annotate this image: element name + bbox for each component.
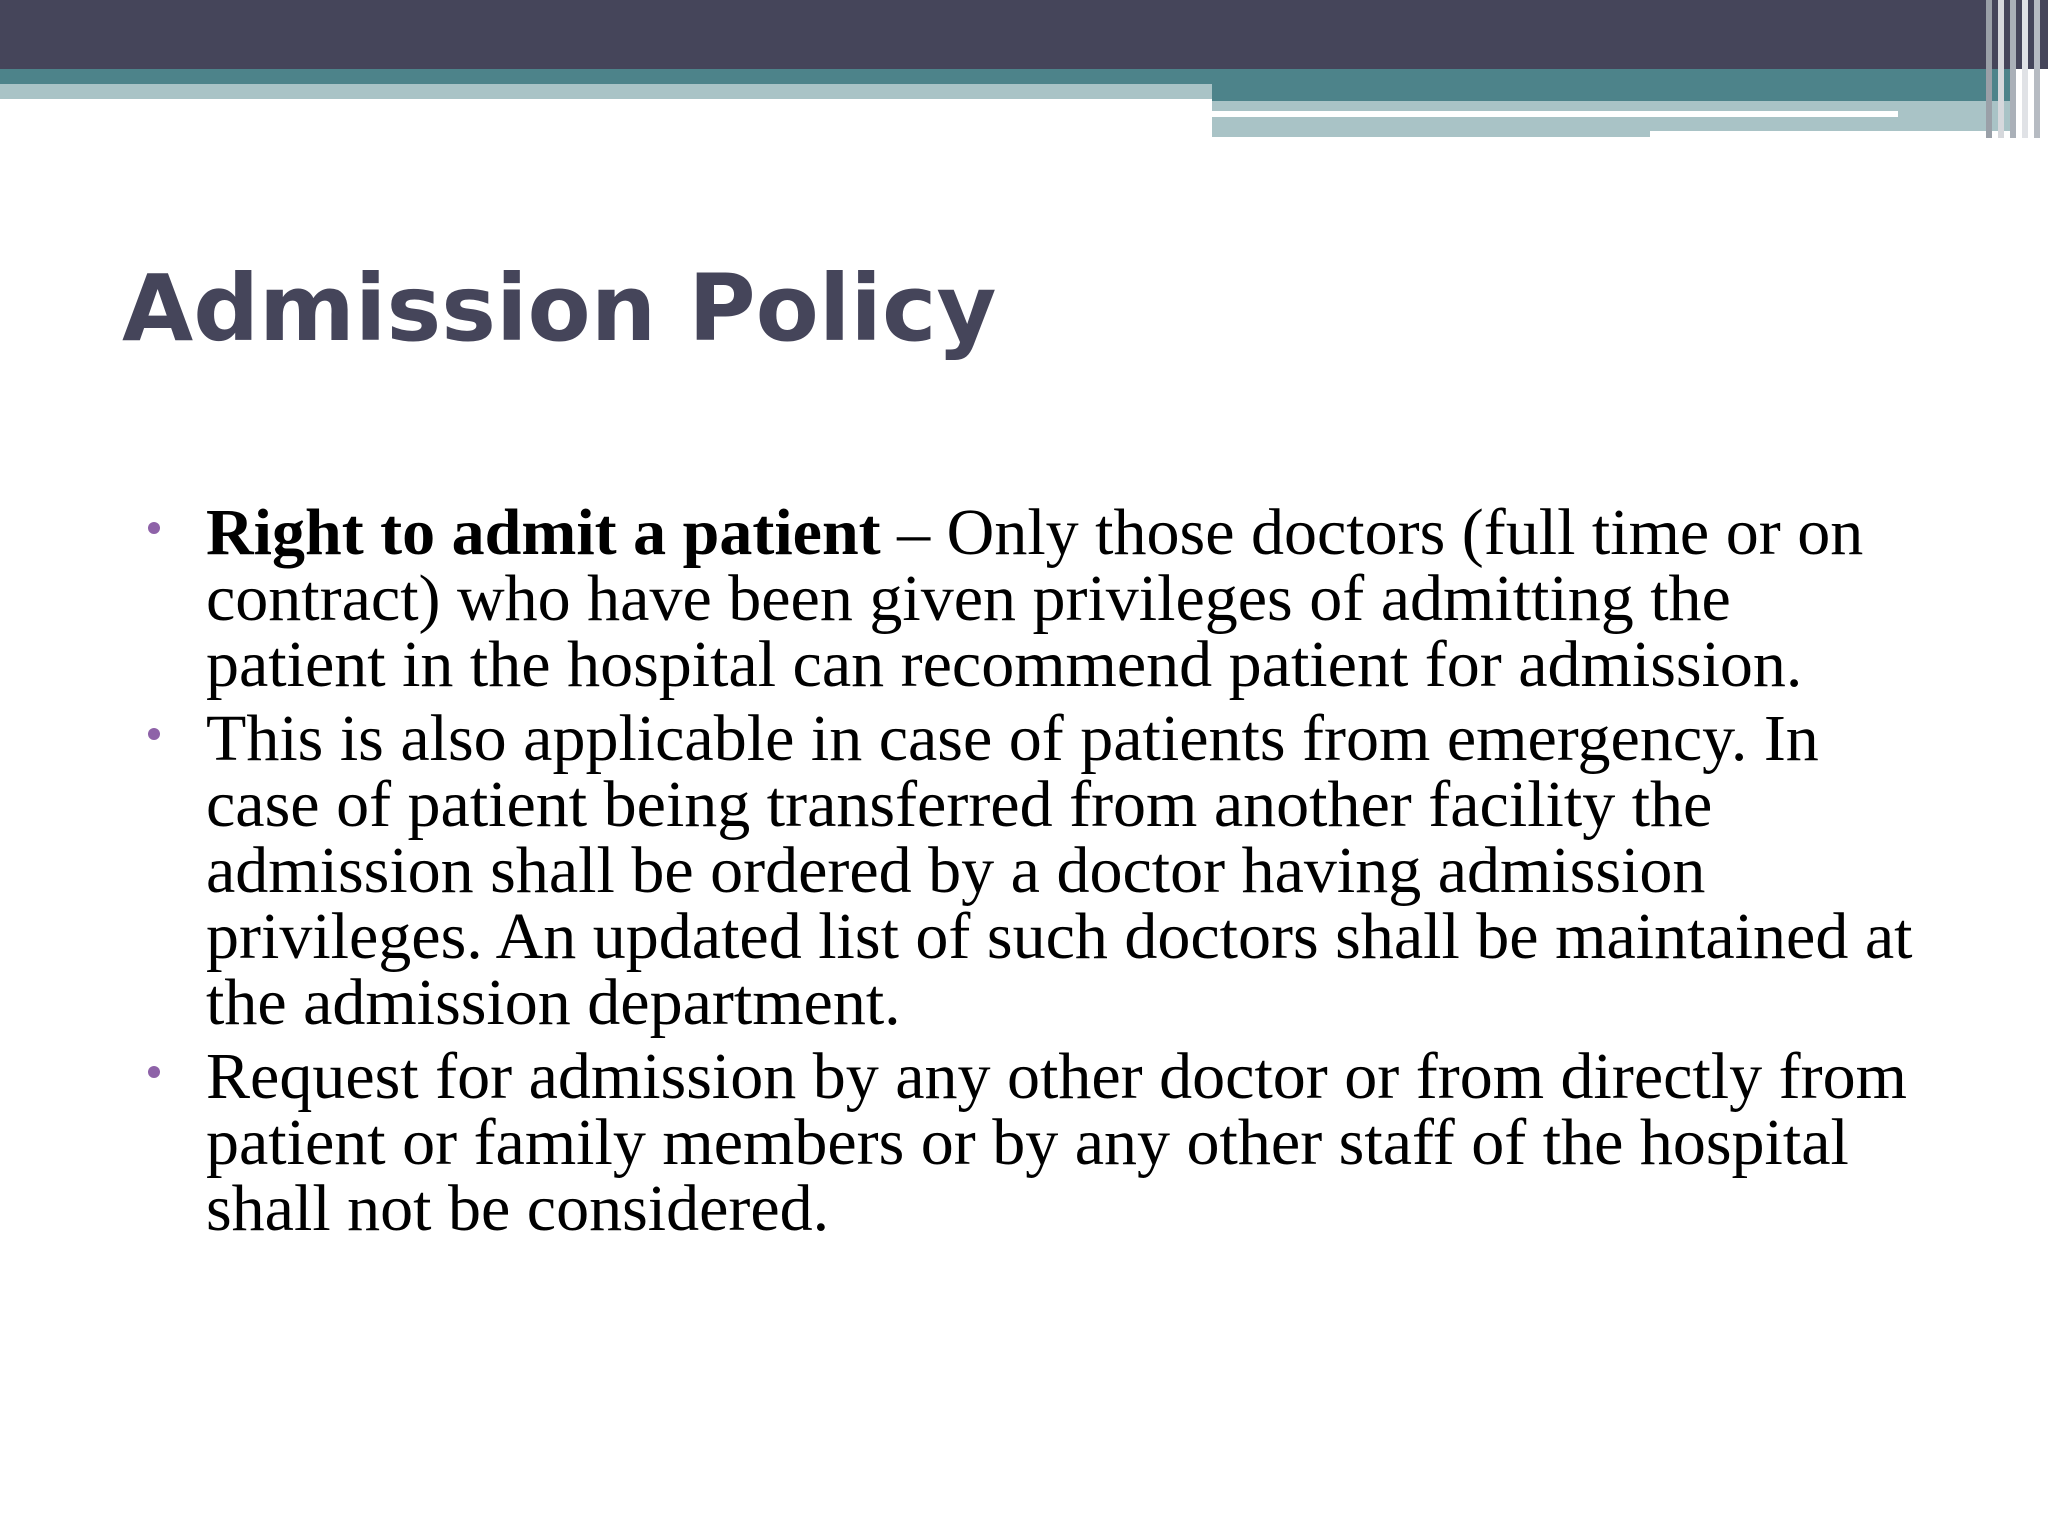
header-divider-line	[1212, 111, 1898, 117]
bullet-dot	[148, 522, 160, 534]
header-band-dark	[0, 0, 2048, 69]
bullet-text: This is also applicable in case of patients from emergency. In case of patient being transferred from another facility the admission shall be ordered by a doctor having admission privileges. An updated list of such doctors shall be maintained at the admission department.	[206, 702, 1913, 1039]
bullet-list	[142, 496, 1922, 1250]
slide-title: Admission Policy	[122, 255, 997, 362]
bullet-dot	[148, 1066, 160, 1078]
bullet-heading: Right to admit a patient	[206, 496, 881, 569]
edge-stripes-decoration	[1982, 0, 2048, 138]
header-band-pale-left	[0, 84, 1212, 99]
bullet-item-other-requests	[142, 1040, 1922, 1245]
bullet-item-right-to-admit	[142, 496, 1922, 701]
header-band-teal-right	[1212, 69, 2012, 101]
header-divider-line-short	[1650, 131, 2010, 139]
bullet-text: – Only those doctors (full time or on contract) who have been given privileges of admitting the patient in the hospital can recommend patient for admission.	[206, 496, 1864, 701]
bullet-text: Request for admission by any other doctor or from directly from patient or family members or by any other staff of the hospital shall not be considered.	[206, 1040, 1907, 1245]
bullet-dot	[148, 728, 160, 740]
header-band-teal-left	[0, 69, 1212, 84]
bullet-item-emergency	[142, 702, 1922, 1039]
